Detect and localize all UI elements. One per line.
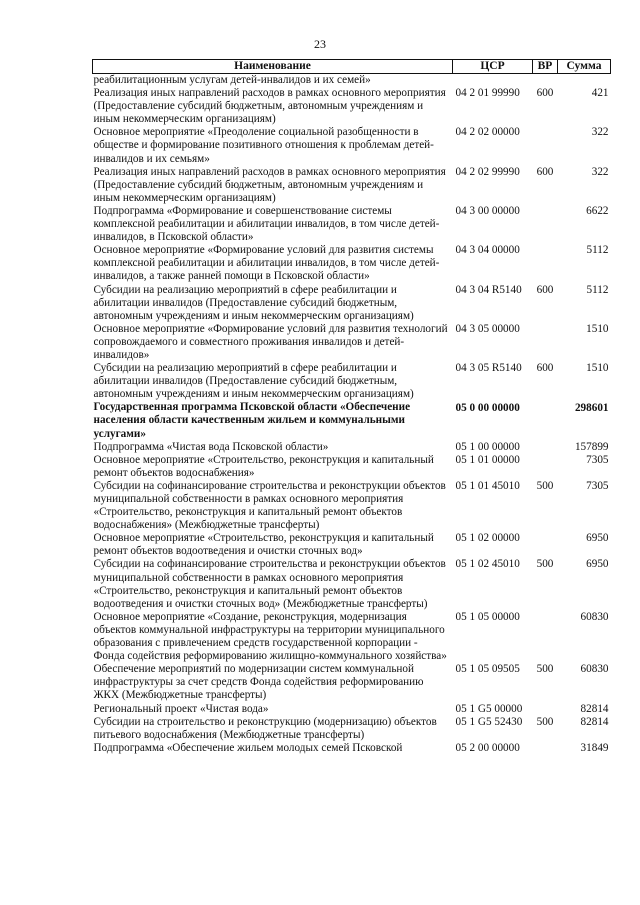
row-vr-cell: 600 — [536, 165, 554, 178]
row-csr-cell: 05 1 01 45010 — [455, 479, 520, 492]
table-row — [93, 703, 611, 716]
row-sum-cell: 322 — [591, 165, 609, 178]
row-sum-cell: 322 — [591, 126, 609, 139]
table-row — [93, 716, 611, 742]
row-vr-cell: 500 — [536, 479, 554, 492]
table-row — [93, 284, 611, 323]
table-row — [93, 441, 611, 454]
row-name-cell: Основное мероприятие «Строительство, реконструкция и капитальный ремонт объектов водоснабжения» — [93, 453, 434, 479]
row-name-cell: Подпрограмма «Чистая вода Псковской области» — [93, 440, 329, 453]
header-row — [93, 60, 611, 74]
table-row — [93, 663, 611, 702]
row-sum-cell: 5112 — [586, 283, 609, 296]
row-sum-cell: 157899 — [574, 440, 609, 453]
table-row — [93, 742, 611, 755]
row-vr-cell — [533, 441, 558, 454]
row-sum-cell: 6950 — [586, 532, 609, 545]
row-name-cell: Основное мероприятие «Создание, реконструкция, модернизация объектов коммунальной инфраструктуры на территории муниципального образования с привлечением средств государственной корпорации - Фонда содействия реформированию жилищно-коммунального хозяйства» — [93, 610, 447, 663]
row-name-cell: Основное мероприятие «Строительство, реконструкция и капитальный ремонт объектов водоотведения и очистки сточных вод» — [93, 532, 434, 558]
table-row — [93, 454, 611, 480]
row-vr-cell — [533, 703, 558, 716]
row-csr-cell: 04 2 02 00000 — [455, 126, 520, 139]
row-vr-cell — [533, 454, 558, 480]
row-name-cell: Основное мероприятие «Формирование условий для развития технологий сопровождаемого и совместного проживания инвалидов и детей-инвалидов» — [93, 322, 448, 361]
budget-table — [92, 59, 611, 755]
row-vr-cell: 600 — [536, 283, 554, 296]
header-sum: Сумма — [558, 60, 611, 74]
row-sum-cell: 82814 — [580, 715, 609, 728]
row-vr-cell — [533, 532, 558, 558]
row-csr-cell: 04 3 05 R5140 — [455, 362, 522, 375]
row-sum-cell: 82814 — [580, 702, 609, 715]
row-sum-cell: 60830 — [580, 663, 609, 676]
row-sum-cell: 6622 — [586, 204, 609, 217]
row-vr-cell: 600 — [536, 87, 554, 100]
row-csr-cell: 04 3 04 00000 — [455, 244, 520, 257]
table-row — [93, 87, 611, 126]
row-sum-cell: 1510 — [586, 362, 609, 375]
header-vr: ВР — [533, 60, 558, 74]
row-vr-cell — [533, 742, 558, 755]
row-name-cell: Подпрограмма «Формирование и совершенствование системы комплексной реабилитации и абилитации инвалидов, в том числе детей-инвалидов, в Псковской области» — [93, 204, 440, 244]
table-row — [93, 480, 611, 532]
row-sum-cell: 298601 — [574, 402, 609, 415]
row-vr-cell — [533, 401, 558, 440]
row-name-cell: Подпрограмма «Обеспечение жильем молодых семей Псковской — [93, 741, 403, 754]
row-sum-cell: 7305 — [586, 453, 609, 466]
table-row — [93, 362, 611, 401]
row-vr-cell — [533, 126, 558, 165]
row-name-cell: Основное мероприятие «Преодоление социальной разобщенности в обществе и формирование позитивного отношения к проблемам детей-инвалидов и их семьям» — [93, 126, 434, 165]
row-sum-cell: 60830 — [580, 610, 609, 623]
row-name-cell: Обеспечение мероприятий по модернизации систем коммунальной инфраструктуры за счет средств Фонда содействия реформированию ЖКХ (Межбюджетные трансферты) — [93, 663, 424, 702]
row-csr-cell: 04 3 04 R5140 — [455, 283, 522, 296]
row-name-cell: Реализация иных направлений расходов в рамках основного мероприятия (Предоставление субсидий бюджетным, автономным учреждениям и иным некоммерческим организациям) — [93, 87, 446, 126]
row-csr-cell: 05 1 05 00000 — [455, 610, 520, 623]
table-row — [93, 323, 611, 362]
row-csr-cell: 05 1 02 00000 — [455, 532, 520, 545]
row-sum-cell: 6950 — [586, 558, 609, 571]
row-csr-cell: 05 0 00 00000 — [455, 402, 520, 415]
row-sum-cell: 5112 — [586, 244, 609, 257]
table-row — [93, 558, 611, 610]
row-csr-cell: 05 1 05 09505 — [455, 663, 520, 676]
table-row — [93, 205, 611, 244]
row-vr-cell: 600 — [536, 362, 554, 375]
row-name-cell: Субсидии на софинансирование строительства и реконструкции объектов муниципальной собственности в рамках основного мероприятия «Строительство, реконструкция и капитальный ремонт объектов водоснабжения» (Межбюджетные трансферты) — [93, 479, 446, 532]
page-number: 23 — [314, 37, 326, 51]
row-vr-cell — [533, 611, 558, 663]
row-csr-cell: 05 1 00 00000 — [455, 440, 520, 453]
row-vr-cell: 500 — [536, 715, 554, 728]
row-csr-cell: 05 1 01 00000 — [455, 453, 520, 466]
row-name-cell: Субсидии на реализацию мероприятий в сфере реабилитации и абилитации инвалидов (Предоставление субсидий бюджетным, автономным учреждениям и иным некоммерческим организациям) — [93, 362, 414, 401]
row-name-cell: Субсидии на строительство и реконструкцию (модернизацию) объектов питьевого водоснабжения (Межбюджетные трансферты) — [93, 715, 437, 741]
table-row — [93, 126, 611, 165]
row-name-cell: реабилитационным услугам детей-инвалидов и их семей» — [93, 74, 371, 86]
table-body — [93, 74, 611, 755]
row-csr-cell: 05 1 G5 52430 — [455, 715, 523, 728]
header-name: Наименование — [93, 60, 453, 74]
row-name-cell: Основное мероприятие «Формирование условий для развития системы комплексной реабилитации и абилитации инвалидов, в том числе детей-инвалидов, а также ранней помощи в Псковской области» — [93, 244, 440, 283]
row-name-cell: Региональный проект «Чистая вода» — [93, 702, 269, 715]
row-csr-cell: 05 1 G5 00000 — [455, 702, 523, 715]
row-sum-cell: 1510 — [586, 322, 609, 335]
row-csr-cell — [453, 74, 533, 88]
row-sum-cell: 7305 — [586, 479, 609, 492]
row-name-cell: Субсидии на реализацию мероприятий в сфере реабилитации и абилитации инвалидов (Предоставление субсидий бюджетным, автономным учреждениям и иным некоммерческим организациям) — [93, 283, 414, 322]
row-sum-cell: 31849 — [580, 741, 609, 754]
table-header — [93, 60, 611, 74]
row-csr-cell: 04 3 00 00000 — [455, 204, 520, 217]
table-row — [93, 166, 611, 205]
row-vr-cell — [533, 205, 558, 244]
row-vr-cell: 500 — [536, 558, 554, 571]
table-row — [93, 532, 611, 558]
row-name-cell: Государственная программа Псковской области «Обеспечение населения области качественным жильем и коммунальными услугами» — [93, 401, 411, 440]
row-csr-cell: 05 2 00 00000 — [455, 741, 520, 754]
table-row — [93, 401, 611, 440]
row-sum-cell — [558, 74, 611, 88]
table-row — [93, 244, 611, 283]
header-csr: ЦСР — [453, 60, 533, 74]
row-csr-cell: 04 2 02 99990 — [455, 165, 520, 178]
row-vr-cell: 500 — [536, 663, 554, 676]
row-csr-cell: 04 2 01 99990 — [455, 87, 520, 100]
row-vr-cell — [533, 244, 558, 283]
row-csr-cell: 04 3 05 00000 — [455, 322, 520, 335]
row-name-cell: Субсидии на софинансирование строительства и реконструкции объектов муниципальной собственности в рамках основного мероприятия «Строительство, реконструкция и капитальный ремонт объектов водоотведения и очистки сточных вод» (Межбюджетные трансферты) — [93, 558, 446, 610]
row-vr-cell — [533, 323, 558, 362]
row-csr-cell: 05 1 02 45010 — [455, 558, 520, 571]
row-sum-cell: 421 — [591, 87, 609, 100]
row-name-cell: Реализация иных направлений расходов в рамках основного мероприятия (Предоставление субсидий бюджетным, автономным учреждениям и иным некоммерческим организациям) — [93, 165, 446, 204]
table-row — [93, 74, 611, 88]
row-vr-cell — [533, 74, 558, 88]
table-row — [93, 611, 611, 663]
